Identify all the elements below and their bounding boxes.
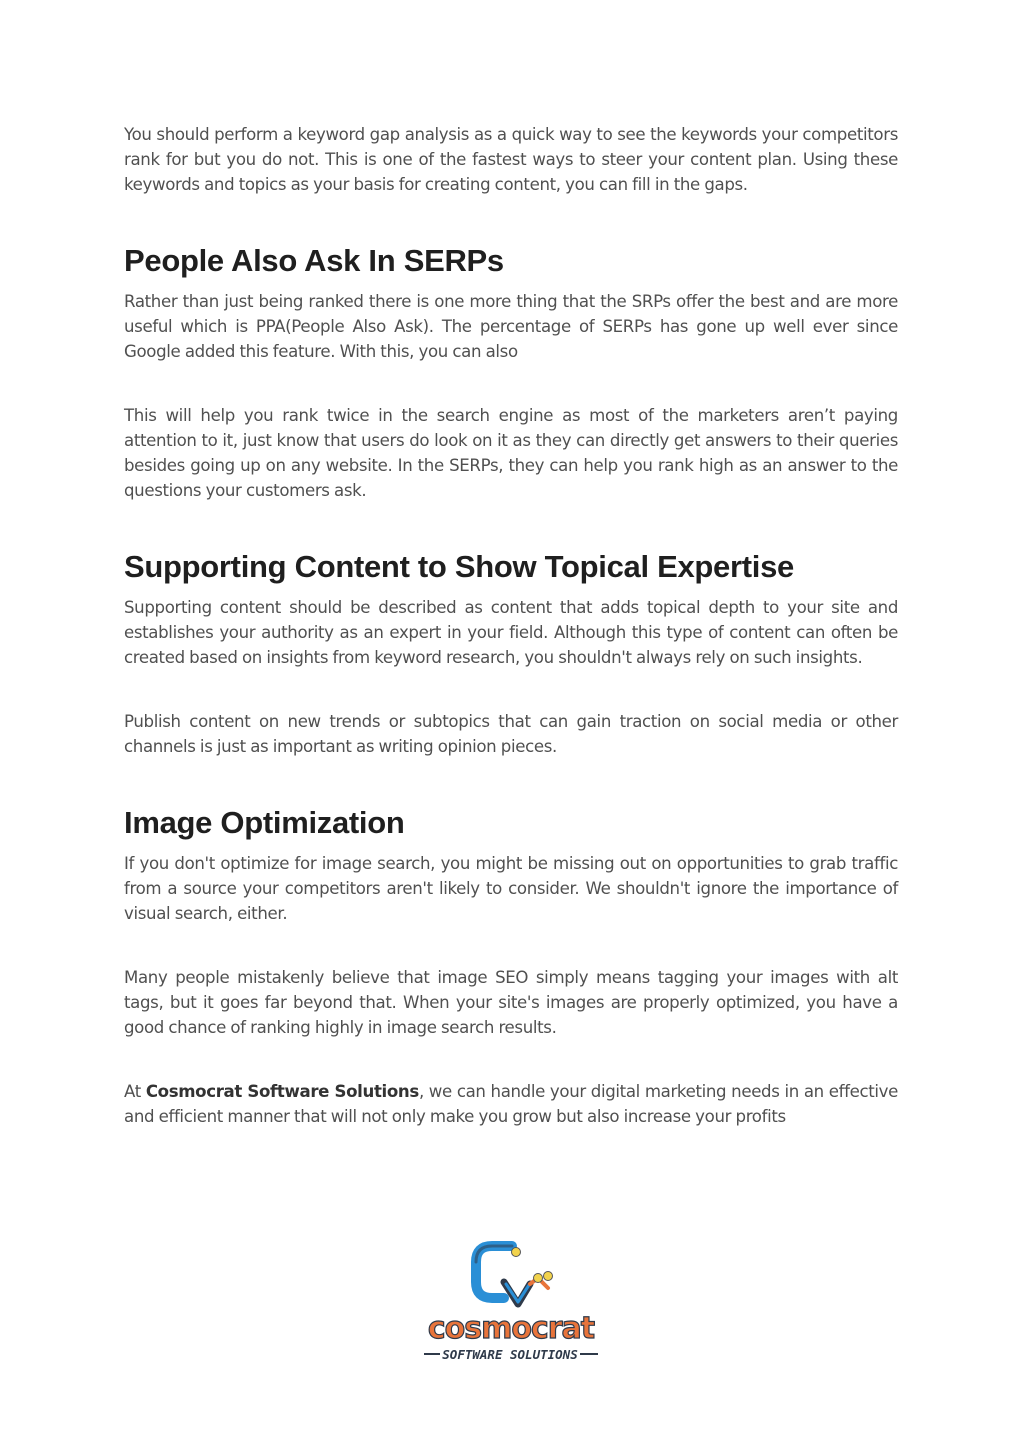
document-page (124, 122, 898, 1129)
section-paragraph: This will help you rank twice in the search engine as most of the marketers aren’t paying attention to it, just know that users do look on it as they can directly get answers to their queries besides going up on any website. In the SERPs, they can help you rank high as an answer to the questions your customers ask. (124, 406, 898, 500)
closing-prefix: At (124, 1082, 146, 1101)
section-paragraph: Many people mistakenly believe that image SEO simply means tagging your images with alt tags, but it goes far beyond that. When your site's images are properly optimized, you have a good chance of ranking highly in image search results. (124, 968, 898, 1037)
section-paragraph: Publish content on new trends or subtopics that can gain traction on social media or other channels is just as important as writing opinion pieces. (124, 712, 898, 756)
logo-wordmark: cosmocrat (427, 1311, 595, 1346)
closing-paragraph (124, 1079, 898, 1129)
section-heading-supporting-content: Supporting Content to Show Topical Expertise (124, 549, 794, 584)
closing-suffix: , we can handle your digital marketing needs in an effective and efficient manner that will not only make you grow but also increase your profits (124, 1082, 898, 1126)
logo-tagline: SOFTWARE SOLUTIONS (442, 1347, 578, 1362)
cosmocrat-logo-mark (420, 1238, 602, 1366)
company-logo (420, 1238, 602, 1366)
section-paragraph: If you don't optimize for image search, you might be missing out on opportunities to grab traffic from a source your competitors aren't likely to consider. We shouldn't ignore the importance of visual search, either. (124, 854, 898, 923)
section-heading-people-also-ask: People Also Ask In SERPs (124, 243, 504, 278)
logo-emblem-icon (476, 1246, 553, 1304)
section-paragraph: Supporting content should be described as content that adds topical depth to your site and establishes your authority as an expert in your field. Although this type of content can often be created based on insights from keyword research, you shouldn't always rely on such insights. (124, 598, 898, 667)
company-name: Cosmocrat Software Solutions (145, 1082, 419, 1101)
section-paragraph: Rather than just being ranked there is one more thing that the SRPs offer the best and are more useful which is PPA(People Also Ask). The percentage of SERPs has gone up well ever since Google added this feature. With this, you can also (124, 292, 898, 361)
intro-paragraph: You should perform a keyword gap analysis as a quick way to see the keywords your competitors rank for but you do not. This is one of the fastest ways to steer your content plan. Using these keywords and topics as your basis for creating content, you can fill in the gaps. (124, 125, 898, 194)
section-heading-image-optimization: Image Optimization (124, 805, 405, 840)
